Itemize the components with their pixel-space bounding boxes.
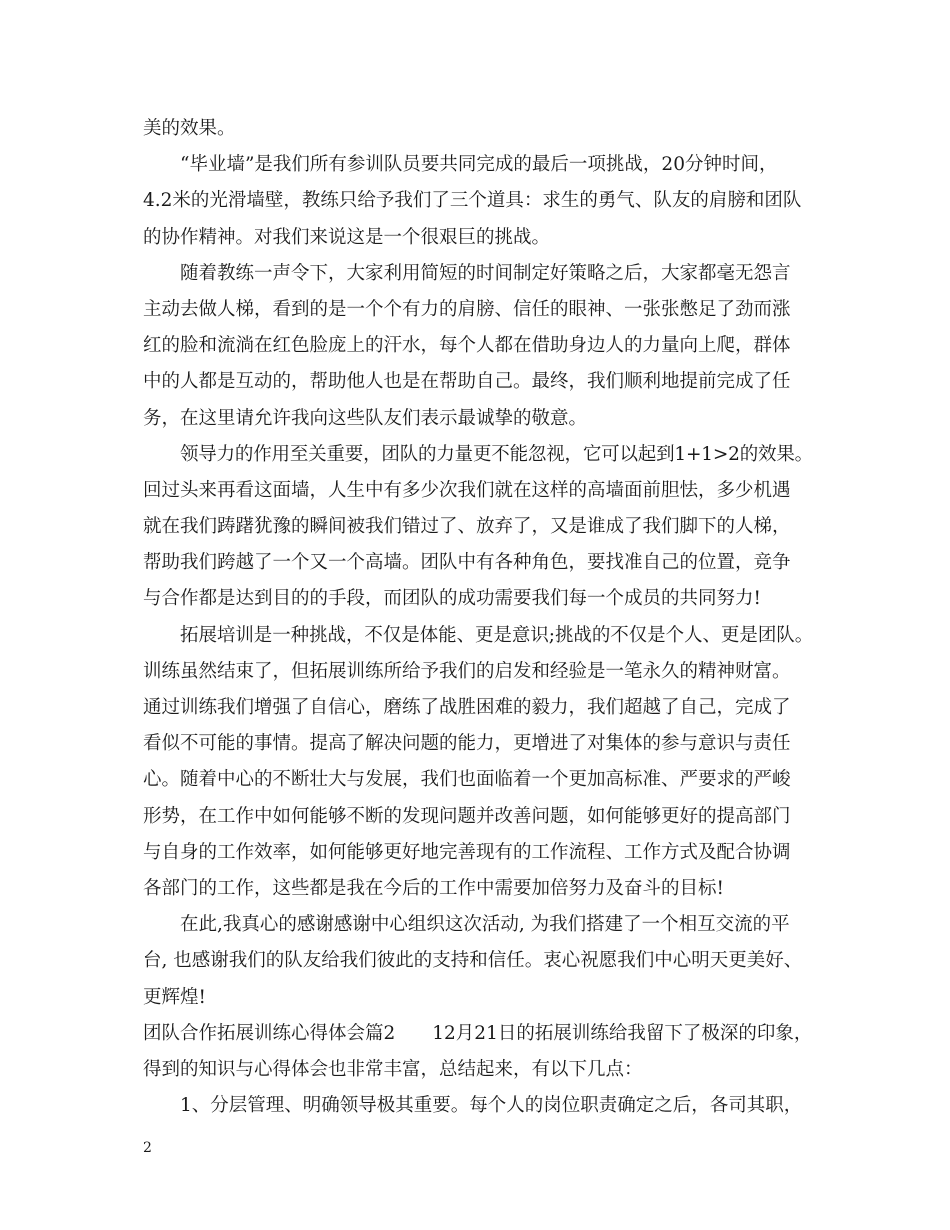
text-line: 务，在这里请允许我向这些队友们表示最诚挚的敬意。 [143, 407, 588, 429]
text-line: 与合作都是达到目的的手段，而团队的成功需要我们每一个成员的共同努力! [143, 588, 761, 610]
text-line: 团队合作拓展训练心得体会篇2 12月21日的拓展训练给我留下了极深的印象， [143, 1022, 813, 1044]
text-line: 形势，在工作中如何能够不断的发现问题并改善问题，如何能够更好的提高部门 [143, 805, 791, 827]
text-line: 帮助我们跨越了一个又一个高墙。团队中有各种角色，要找准自己的位置，竞争 [143, 552, 791, 574]
text-line: 通过训练我们增强了自信心，磨练了战胜困难的毅力，我们超越了自己，完成了 [143, 697, 791, 718]
text-line: 与自身的工作效率，如何能够更好地完善现有的工作流程、工作方式及配合协调 [143, 841, 791, 863]
text-line: 更辉煌! [143, 986, 206, 1008]
text-line: 就在我们踌躇犹豫的瞬间被我们错过了、放弃了，又是谁成了我们脚下的人梯， [143, 516, 791, 538]
text-line: “毕业墙”是我们所有参训队员要共同完成的最后一项挑战，20分钟时间， [180, 154, 778, 176]
text-line: 各部门的工作，这些都是我在今后的工作中需要加倍努力及奋斗的目标! [143, 877, 724, 899]
text-line: 得到的知识与心得体会也非常丰富，总结起来，有以下几点： [143, 1058, 643, 1080]
text-line: 心。随着中心的不断壮大与发展，我们也面临着一个更加高标准、严要求的严峻 [143, 769, 791, 791]
text-line: 台, 也感谢我们的队友给我们彼此的支持和信任。衷心祝愿我们中心明天更美好、 [143, 950, 803, 972]
text-line: 在此,我真心的感谢感谢中心组织这次活动, 为我们搭建了一个相互交流的平 [180, 914, 790, 936]
text-line: 主动去做人梯，看到的是一个个有力的肩膀、信任的眼神、一张张憋足了劲而涨 [143, 298, 791, 320]
text-line: 随着教练一声令下，大家利用简短的时间制定好策略之后，大家都毫无怨言 [180, 262, 791, 284]
text-line: 美的效果。 [143, 118, 236, 139]
text-line: 训练虽然结束了，但拓展训练所给予我们的启发和经验是一笔永久的精神财富。 [143, 660, 791, 682]
text-line: 看似不可能的事情。提高了解决问题的能力，更增进了对集体的参与意识与责任 [143, 733, 791, 755]
text-line: 的协作精神。对我们来说这是一个很艰巨的挑战。 [143, 226, 551, 248]
text-line: 回过头来再看这面墙，人生中有多少次我们就在这样的高墙面前胆怯，多少机遇 [143, 479, 791, 501]
body-text [143, 111, 813, 1124]
text-line: 红的脸和流淌在红色脸庞上的汗水，每个人都在借助身边人的力量向上爬，群体 [143, 335, 791, 357]
text-line: 中的人都是互动的，帮助他人也是在帮助自己。最终，我们顺利地提前完成了任 [143, 371, 791, 393]
text-line: 1、分层管理、明确领导极其重要。每个人的岗位职责确定之后，各司其职， [180, 1095, 803, 1117]
text-line: 4.2米的光滑墙壁，教练只给予我们了三个道具：求生的勇气、队友的肩膀和团队 [143, 190, 802, 212]
page-number: 2 [143, 1140, 152, 1156]
text-line: 领导力的作用至关重要，团队的力量更不能忽视，它可以起到1+1>2的效果。 [180, 443, 813, 465]
text-line: 拓展培训是一种挑战，不仅是体能、更是意识;挑战的不仅是个人、更是团队。 [180, 624, 814, 646]
